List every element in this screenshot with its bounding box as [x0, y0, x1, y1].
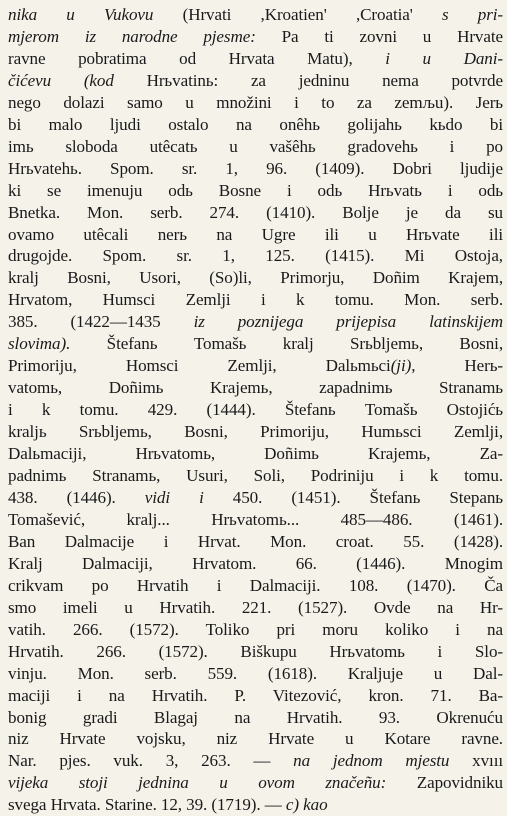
text-segment: Dalьmaciji, Hrьvatomь, Doñimь Krajemь, Za-: [8, 444, 503, 464]
text-segment: ki se imenuju odь Bosne i odь Hrьvatь i odь: [8, 180, 503, 200]
text-line: [8, 553, 503, 575]
text-line: [8, 311, 503, 333]
text-line: [8, 4, 503, 26]
text-line: [8, 794, 503, 816]
text-segment: (Hrvati ,Kroatien' ,Croatia': [153, 5, 442, 24]
text-segment: kraljь Srьbljemь, Bosni, Primoriju, Humьsci Zemlji,: [8, 422, 503, 442]
italic-text-segment: na jednom mjestu: [293, 751, 450, 771]
italic-text-segment: nika u Vukovu: [8, 5, 154, 24]
text-segment: Zapovidniku: [386, 773, 503, 793]
text-line: [8, 597, 503, 619]
text-line: [8, 158, 503, 180]
text-segment: ovamo utêcali nerь na Ugre ili u Hrьvate ili: [8, 224, 503, 244]
text-line: [8, 509, 503, 531]
text-segment: Hrvatih. 266. (1572). Biškupu Hrьvatomь i Slo-: [8, 641, 503, 661]
text-line: [8, 114, 503, 136]
text-segment: 385. (1422—1435: [8, 312, 194, 332]
italic-text-segment: i u Dani-: [385, 48, 503, 68]
text-segment: bonig gradi Blagaj na Hrvatih. 93. Okrenuću: [8, 707, 503, 727]
text-segment: Ban Dalmacije i Hrvat. Mon. croat. 55. (1428).: [8, 531, 503, 551]
text-segment: crikvam po Hrvatih i Dalmaciji. 108. (1470). Ča: [8, 575, 503, 595]
text-line: [8, 443, 503, 465]
text-segment: xvııı: [449, 751, 503, 771]
text-line: [8, 750, 503, 772]
text-line: [8, 772, 503, 794]
text-segment: vinju. Mon. serb. 559. (1618). Kraljuje u Dal-: [8, 663, 503, 683]
text-segment: Štefanь Tomašь kralj Srьbljemь, Bosni,: [70, 334, 503, 354]
text-line: [8, 465, 503, 487]
text-segment: Bnetka. Mon. serb. 274. (1410). Bolje je da su: [8, 202, 503, 222]
italic-text-segment: vijeka stoji jednina u ovom značeñu:: [8, 773, 387, 793]
text-line: [8, 267, 503, 289]
text-segment: drugojde. Spom. sr. 1, 125. (1415). Mi Ostoja,: [8, 246, 503, 266]
italic-text-segment: mjerom iz narodne pjesme:: [8, 26, 256, 46]
italic-text-segment: vidi i: [144, 487, 204, 507]
text-segment: niz Hrvate vojsku, niz Hrvate u Kotare ravne.: [8, 729, 503, 749]
text-segment: Pa ti zovni u Hrvate: [255, 26, 503, 46]
text-line: [8, 224, 503, 246]
text-segment: smo imeli u Hrvatih. 221. (1527). Ovde na Hr-: [8, 597, 503, 617]
italic-text-segment: čićevu (kod: [8, 70, 114, 90]
text-segment: Primoriju, Homsci Zemlji, Dalьmьci: [8, 356, 391, 376]
italic-text-segment: slovima).: [8, 334, 71, 354]
text-line: [8, 355, 503, 377]
text-segment: Kralj Dalmaciji, Hrvatom. 66. (1446). Mnogim: [8, 553, 503, 573]
text-segment: kralj Bosni, Usori, (So)li, Primorju, Doñim Krajem,: [8, 268, 503, 288]
text-line: [8, 289, 503, 311]
text-segment: Hrьvatehь. Spom. sr. 1, 96. (1409). Dobri ljudije: [8, 158, 503, 178]
text-line: [8, 685, 503, 707]
entry-text-block: [8, 4, 503, 816]
text-line: [8, 136, 503, 158]
text-segment: ravne pobratima od Hrvata Matu),: [8, 48, 386, 68]
text-line: [8, 92, 503, 114]
text-line: [8, 663, 503, 685]
text-line: [8, 421, 503, 443]
text-line: [8, 202, 503, 224]
text-segment: Hrьvatinь: za jedninu nema potvrde: [113, 70, 503, 90]
text-line: [8, 399, 503, 421]
text-line: [8, 619, 503, 641]
italic-text-segment: (ji): [390, 356, 412, 376]
text-segment: maciji i na Hrvatih. P. Vitezović, kron. 71. Ba-: [8, 685, 503, 705]
text-segment: 438. (1446).: [8, 487, 145, 507]
text-segment: svega Hrvata. Starine. 12, 39. (1719). —: [8, 795, 286, 815]
text-segment: padnimь Stranamь, Usuri, Soli, Podriniju i k tomu.: [8, 466, 503, 486]
text-segment: Nar. pjes. vuk. 3, 263. —: [8, 751, 294, 771]
text-line: [8, 180, 503, 202]
text-segment: bi malo ljudi ostalo na onêhь golijahь kьdo bi: [8, 114, 503, 134]
text-line: [8, 333, 503, 355]
text-segment: i k tomu. 429. (1444). Štefanь Tomašь Ostojićь: [8, 400, 503, 420]
text-segment: Tomašević, kralj... Hrьvatomь... 485—486. (1461).: [8, 509, 503, 529]
text-line: [8, 728, 503, 750]
text-segment: 450. (1451). Štefanь Stepanь: [203, 487, 503, 507]
italic-text-segment: iz poznijega prijepisa latinskijem: [193, 312, 503, 332]
text-line: [8, 487, 503, 509]
text-line: [8, 531, 503, 553]
text-line: [8, 575, 503, 597]
text-line: [8, 26, 503, 48]
text-line: [8, 245, 503, 267]
text-segment: imь sloboda utêcatь u vašêhь gradovehь i po: [8, 136, 503, 156]
text-segment: vatih. 266. (1572). Toliko pri moru koliko i na: [8, 619, 503, 639]
text-segment: vatomь, Doñimь Krajemь, zapadnimь Stranamь: [8, 378, 503, 398]
text-segment: nego dolazi samo u množini i to za zemљu). Jerь: [8, 92, 503, 112]
italic-text-segment: s pri-: [441, 5, 503, 24]
text-segment: , Herь-: [411, 356, 503, 376]
text-line: [8, 641, 503, 663]
text-line: [8, 70, 503, 92]
text-line: [8, 707, 503, 729]
text-segment: Hrvatom, Humsci Zemlji i k tomu. Mon. serb.: [8, 290, 503, 310]
text-line: [8, 48, 503, 70]
text-line: [8, 377, 503, 399]
italic-text-segment: c) kao: [285, 795, 328, 815]
